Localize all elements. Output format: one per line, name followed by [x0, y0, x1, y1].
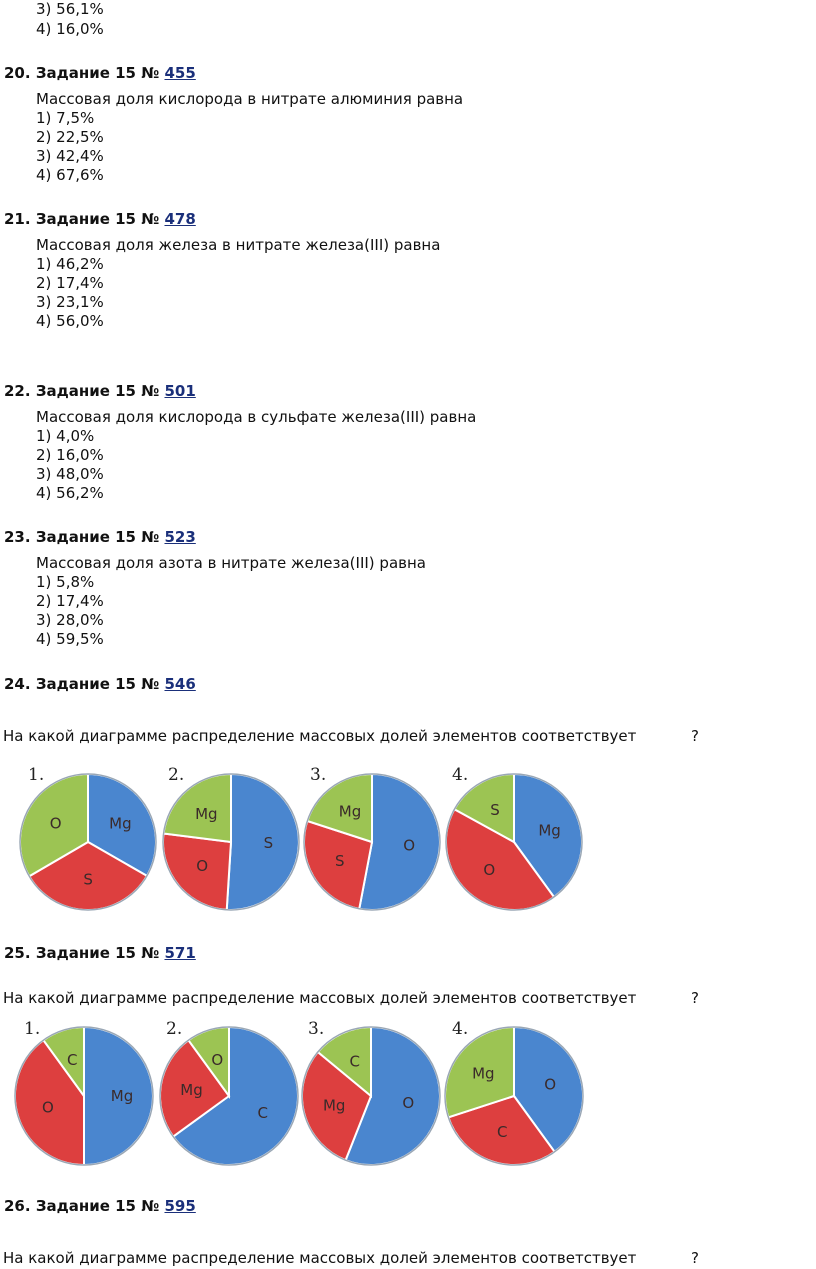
- pie-slice-label: S: [490, 800, 500, 819]
- question-text: Массовая доля азота в нитрате железа(III) равна: [36, 554, 426, 572]
- option-text: 3) 23,1%: [36, 293, 104, 311]
- task-title: Задание 15 №: [35, 382, 160, 400]
- pie-slice-label: Mg: [538, 821, 561, 840]
- pie-slice-label: O: [402, 1094, 415, 1113]
- task-number: 26.: [4, 1197, 31, 1215]
- pie-slice-label: Mg: [322, 1096, 346, 1115]
- pie-slice-label: Mg: [338, 802, 362, 821]
- option-text: 1) 7,5%: [36, 109, 95, 127]
- pie-slice-label: O: [211, 1050, 224, 1069]
- task-heading: [4, 382, 196, 400]
- option-text: 3) 28,0%: [36, 611, 104, 629]
- pie-number-label: 3.: [308, 1019, 325, 1039]
- task-title: Задание 15 №: [35, 528, 160, 546]
- task-link[interactable]: 501: [164, 382, 196, 400]
- task-heading: [4, 944, 196, 962]
- option-text: 2) 22,5%: [36, 128, 104, 146]
- question-text: На какой диаграмме распределение массовых долей элементов соответствует: [3, 989, 637, 1007]
- pie-slice-label: Mg: [472, 1064, 495, 1083]
- option-text: 1) 5,8%: [36, 573, 95, 591]
- pie-number-label: 4.: [452, 765, 469, 785]
- task-title: Задание 15 №: [35, 675, 160, 693]
- task-heading: [4, 528, 196, 546]
- pie-charts-task-25: [0, 1016, 816, 1176]
- option-text: 2) 17,4%: [36, 274, 104, 292]
- task-number: 22.: [4, 382, 31, 400]
- option-text: 4) 56,2%: [36, 484, 104, 502]
- pie-slice-label: O: [41, 1098, 54, 1117]
- pie-slice-label: O: [196, 856, 209, 875]
- pie-slice-label: S: [263, 834, 274, 853]
- option-text: 1) 4,0%: [36, 427, 95, 445]
- task-title: Задание 15 №: [35, 210, 160, 228]
- option-text: 3) 56,1%: [36, 0, 104, 18]
- task-number: 24.: [4, 675, 31, 693]
- question-mark: ?: [691, 989, 699, 1007]
- pie-charts-task-24: [0, 760, 816, 920]
- task-link[interactable]: 595: [164, 1197, 196, 1215]
- task-number: 20.: [4, 64, 31, 82]
- pie-slice-label: Mg: [109, 814, 132, 833]
- task-link[interactable]: 523: [164, 528, 196, 546]
- pie-number-label: 2.: [166, 1019, 183, 1039]
- pie-slice-label: S: [335, 852, 345, 870]
- task-link[interactable]: 478: [164, 210, 196, 228]
- task-link[interactable]: 455: [164, 64, 196, 82]
- task-number: 25.: [4, 944, 31, 962]
- pie-slice-label: O: [483, 861, 496, 880]
- pie-slice-label: Mg: [110, 1087, 134, 1105]
- question-text: На какой диаграмме распределение массовых долей элементов соответствует: [3, 727, 637, 745]
- task-heading: [4, 675, 196, 693]
- pie-number-label: 1.: [28, 765, 45, 785]
- task-number: 23.: [4, 528, 31, 546]
- option-text: 3) 42,4%: [36, 147, 104, 165]
- task-link[interactable]: 571: [164, 944, 196, 962]
- option-text: 4) 16,0%: [36, 20, 104, 38]
- option-text: 4) 67,6%: [36, 166, 104, 184]
- task-title: Задание 15 №: [35, 944, 160, 962]
- pie-slice-label: C: [349, 1052, 361, 1071]
- task-heading: [4, 1197, 196, 1215]
- question-text: Массовая доля железа в нитрате железа(III) равна: [36, 236, 441, 254]
- task-link[interactable]: 546: [164, 675, 196, 693]
- question-text: Массовая доля кислорода в нитрате алюминия равна: [36, 90, 464, 108]
- option-text: 4) 59,5%: [36, 630, 104, 648]
- pie-number-label: 2.: [168, 765, 185, 785]
- task-title: Задание 15 №: [35, 1197, 160, 1215]
- pie-number-label: 4.: [452, 1019, 469, 1039]
- pie-slice-label: Mg: [195, 804, 218, 823]
- pie-number-label: 1.: [24, 1019, 41, 1039]
- option-text: 2) 17,4%: [36, 592, 104, 610]
- question-mark: ?: [691, 727, 699, 745]
- pie-slice-label: C: [67, 1050, 78, 1069]
- task-heading: [4, 210, 196, 228]
- option-text: 4) 56,0%: [36, 312, 104, 330]
- pie-slice-label: O: [49, 814, 62, 833]
- option-text: 1) 46,2%: [36, 255, 104, 273]
- question-text: Массовая доля кислорода в сульфате железа(III) равна: [36, 408, 477, 426]
- pie-slice-label: S: [83, 870, 93, 889]
- task-number: 21.: [4, 210, 31, 228]
- pie-slice-label: Mg: [180, 1081, 203, 1100]
- pie-slice-label: C: [257, 1104, 269, 1123]
- option-text: 2) 16,0%: [36, 446, 104, 464]
- task-title: Задание 15 №: [35, 64, 160, 82]
- question-text: На какой диаграмме распределение массовых долей элементов соответствует: [3, 1249, 637, 1267]
- pie-number-label: 3.: [310, 765, 327, 785]
- option-text: 3) 48,0%: [36, 465, 104, 483]
- pie-slice-label: C: [497, 1123, 508, 1142]
- task-heading: [4, 64, 196, 82]
- pie-slice-label: O: [544, 1075, 557, 1094]
- pie-slice-label: O: [403, 836, 416, 855]
- question-mark: ?: [691, 1249, 699, 1267]
